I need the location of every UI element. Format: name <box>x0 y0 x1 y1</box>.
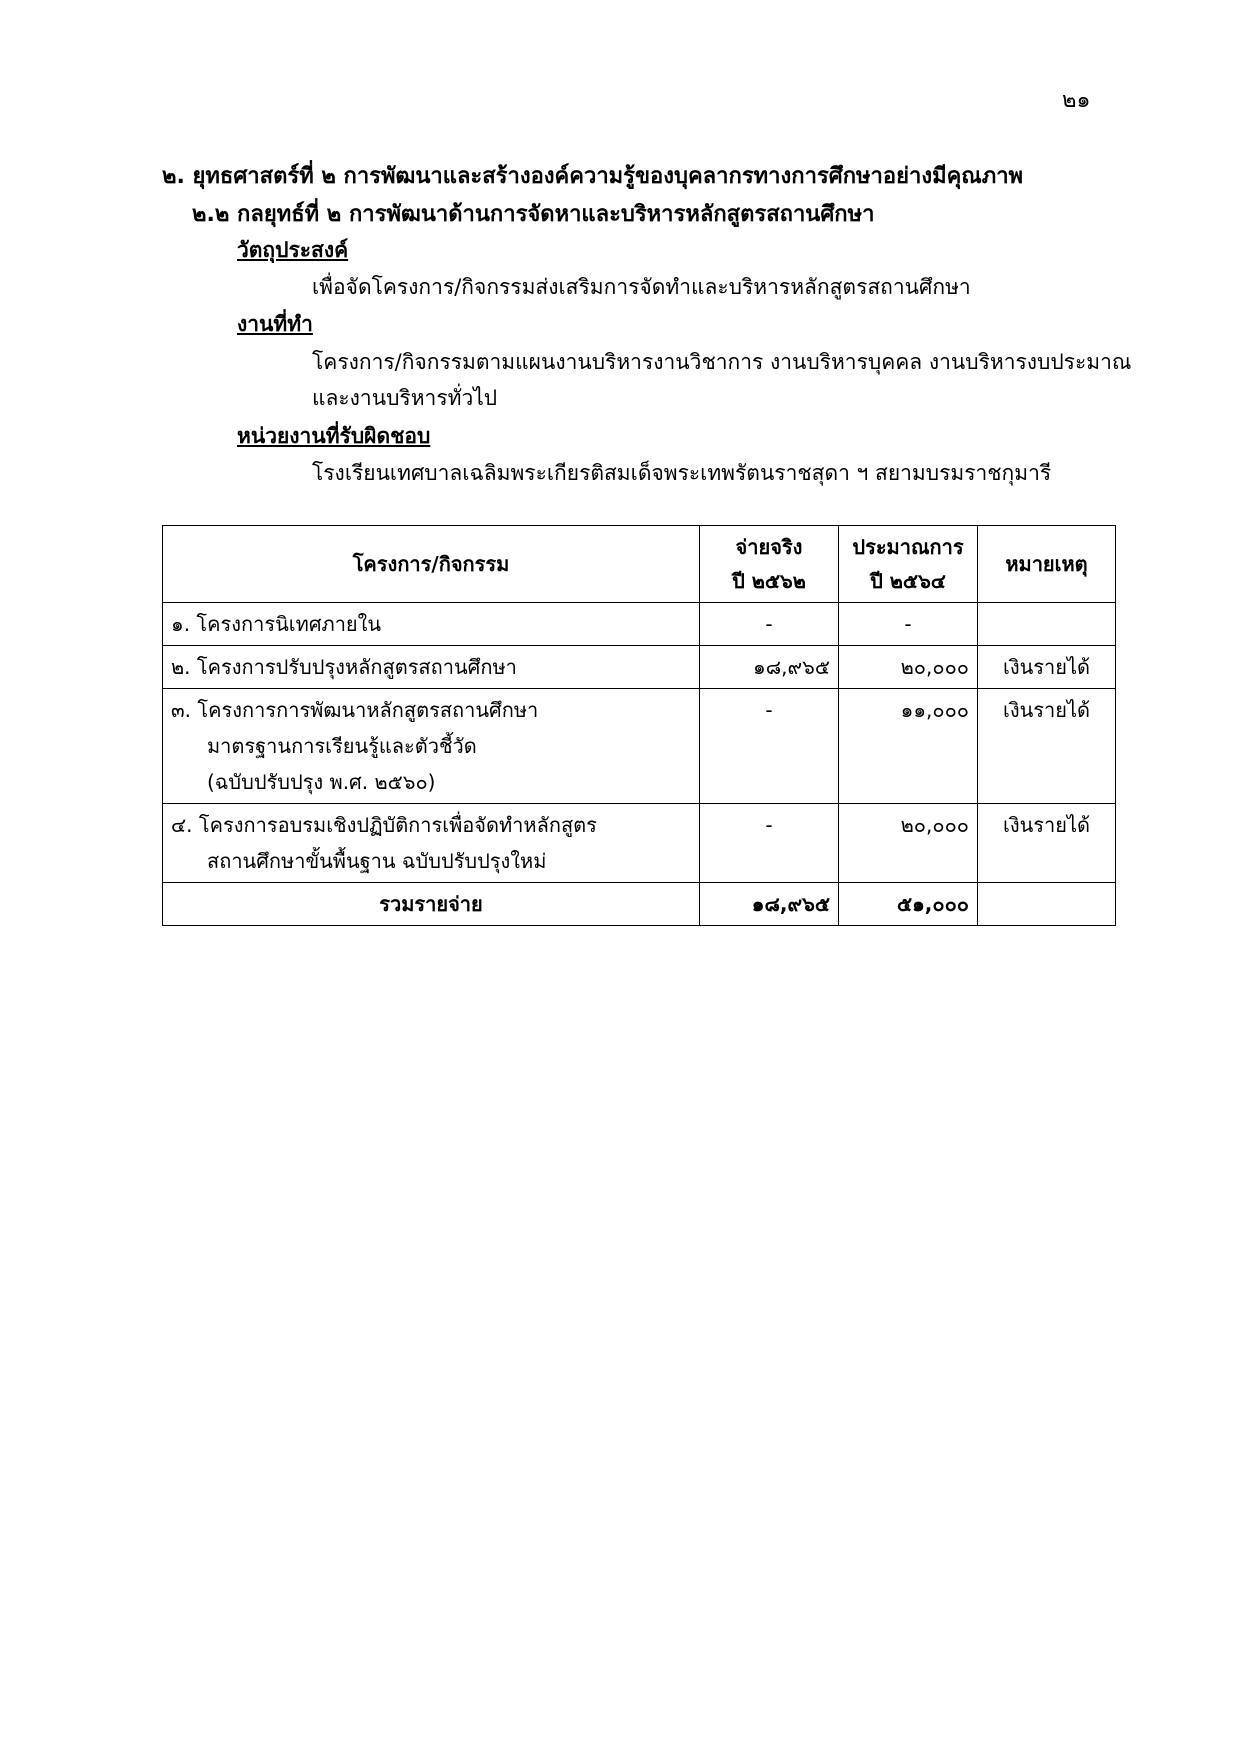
note-cell: เงินรายได้ <box>978 804 1116 883</box>
spent-cell: - <box>700 603 839 646</box>
total-row <box>163 883 1116 926</box>
budget-cell: ๒๐,๐๐๐ <box>839 804 978 883</box>
tactic-heading: ๒.๒ กลยุทธ์ที่ ๒ การพัฒนาด้านการจัดหาและบริหารหลักสูตรสถานศึกษา <box>192 202 875 227</box>
responsible-text: โรงเรียนเทศบาลเฉลิมพระเกียรติสมเด็จพระเทพรัตนราชสุดา ฯ สยามบรมราชกุมารี <box>312 461 1052 485</box>
budget-cell: ๑๑,๐๐๐ <box>839 689 978 804</box>
spent-cell: ๑๘,๙๖๕ <box>700 646 839 689</box>
work-label: งานที่ทำ <box>237 312 313 336</box>
note-cell: เงินรายได้ <box>978 646 1116 689</box>
project-cell <box>163 689 700 804</box>
table-header-row <box>163 526 1116 603</box>
header-note: หมายเหตุ <box>978 526 1116 603</box>
project-cell <box>163 603 700 646</box>
table-row <box>163 603 1116 646</box>
note-cell <box>978 603 1116 646</box>
spent-cell: - <box>700 689 839 804</box>
strategy-heading: ๒. ยุทธศาสตร์ที่ ๒ การพัฒนาและสร้างองค์ความรู้ของบุคลากรทางการศึกษาอย่างมีคุณภาพ <box>162 164 1024 189</box>
note-cell: เงินรายได้ <box>978 689 1116 804</box>
total-label: รวมรายจ่าย <box>163 883 700 926</box>
table-row <box>163 646 1116 689</box>
project-cell <box>163 804 700 883</box>
budget-table <box>162 525 1116 926</box>
total-note <box>978 883 1116 926</box>
project-cell <box>163 646 700 689</box>
header-spent-line2: ปี ๒๕๖๒ <box>732 569 806 593</box>
work-text-line1: โครงการ/กิจกรรมตามแผนงานบริหารงานวิชาการ งานบริหารบุคคล งานบริหารงบประมาณ <box>312 350 1132 374</box>
project-name-line1: ๒. โครงการปรับปรุงหลักสูตรสถานศึกษา <box>171 655 517 679</box>
budget-cell: ๒๐,๐๐๐ <box>839 646 978 689</box>
project-name-line1: ๓. โครงการการพัฒนาหลักสูตรสถานศึกษา <box>171 698 539 722</box>
project-name-line1: ๑. โครงการนิเทศภายใน <box>171 612 382 636</box>
project-name-line2: มาตรฐานการเรียนรู้และตัวชี้วัด <box>207 734 477 758</box>
table-row <box>163 689 1116 804</box>
header-budget-line2: ปี ๒๕๖๔ <box>870 569 946 593</box>
total-spent: ๑๘,๙๖๕ <box>700 883 839 926</box>
header-budget-line1: ประมาณการ <box>852 535 964 559</box>
spent-cell: - <box>700 804 839 883</box>
header-spent <box>700 526 839 603</box>
header-budget <box>839 526 978 603</box>
project-name-line3: (ฉบับปรับปรุง พ.ศ. ๒๕๖๐) <box>207 770 436 794</box>
work-text-line2: และงานบริหารทั่วไป <box>312 386 498 410</box>
page-number: ๒๑ <box>1062 88 1091 113</box>
responsible-label: หน่วยงานที่รับผิดชอบ <box>237 424 431 448</box>
table-row <box>163 804 1116 883</box>
header-project: โครงการ/กิจกรรม <box>163 526 700 603</box>
budget-cell: - <box>839 603 978 646</box>
project-name-line1: ๔. โครงการอบรมเชิงปฏิบัติการเพื่อจัดทำหลักสูตร <box>171 813 597 837</box>
objective-text: เพื่อจัดโครงการ/กิจกรรมส่งเสริมการจัดทำและบริหารหลักสูตรสถานศึกษา <box>312 275 971 299</box>
objective-label: วัตถุประสงค์ <box>237 238 349 262</box>
project-name-line2: สถานศึกษาขั้นพื้นฐาน ฉบับปรับปรุงใหม่ <box>207 849 547 873</box>
total-budget: ๕๑,๐๐๐ <box>839 883 978 926</box>
header-spent-line1: จ่ายจริง <box>735 535 803 559</box>
